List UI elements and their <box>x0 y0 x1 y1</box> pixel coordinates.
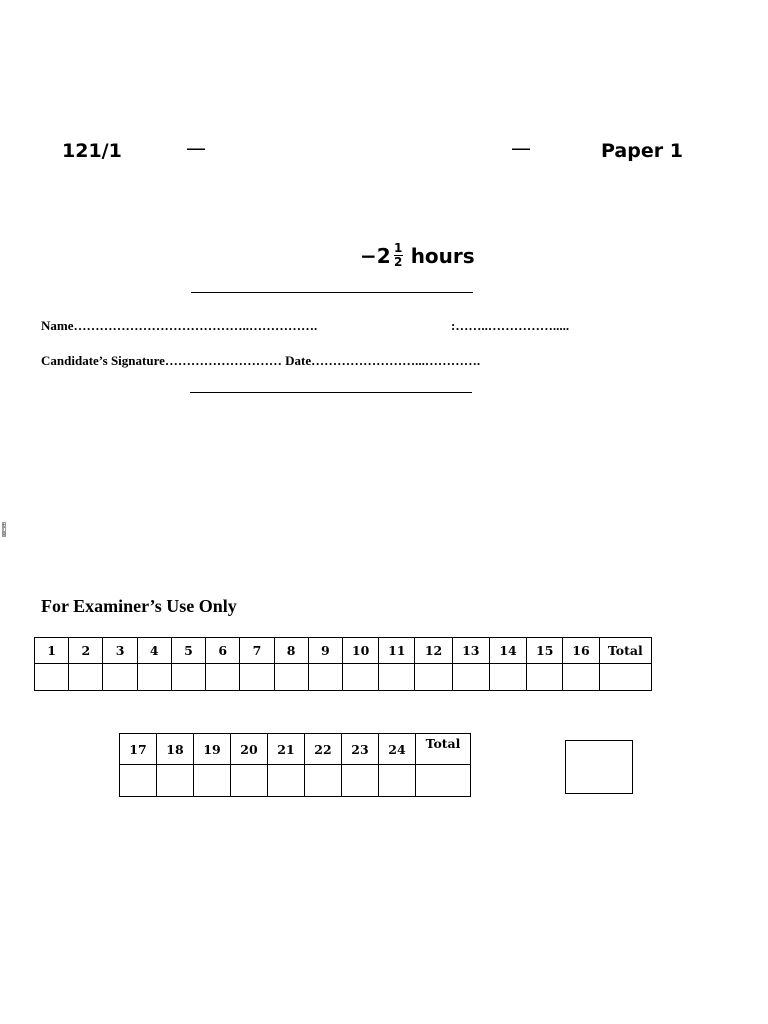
score-cell[interactable] <box>137 664 171 691</box>
score-cell[interactable] <box>415 664 452 691</box>
bottom-rule <box>190 392 472 393</box>
q6-header: 6 <box>206 638 240 664</box>
score-cell[interactable] <box>452 664 489 691</box>
index-field[interactable]: :……..……………..... <box>451 318 570 333</box>
score-cell[interactable] <box>527 664 563 691</box>
total-cell-2[interactable] <box>416 765 471 797</box>
total-header-2: Total <box>416 734 471 765</box>
q5-header: 5 <box>171 638 205 664</box>
q12-header: 12 <box>415 638 452 664</box>
paper-code: 121/1 <box>62 140 122 162</box>
q4-header: 4 <box>137 638 171 664</box>
score-cell[interactable] <box>489 664 526 691</box>
score-cell[interactable] <box>171 664 205 691</box>
top-rule <box>191 292 473 293</box>
duration-prefix: −2 <box>360 243 391 268</box>
score-cell[interactable] <box>103 664 137 691</box>
score-cell[interactable] <box>240 664 274 691</box>
score-cell[interactable] <box>194 765 231 797</box>
examiner-table-2 <box>119 733 471 797</box>
q20-header: 20 <box>231 734 268 765</box>
q22-header: 22 <box>305 734 342 765</box>
total-cell-1[interactable] <box>599 664 651 691</box>
q11-header: 11 <box>379 638 415 664</box>
total-header-1: Total <box>599 638 651 664</box>
score-cell[interactable] <box>342 765 379 797</box>
score-cell[interactable] <box>274 664 308 691</box>
fraction-denominator: 2 <box>394 255 403 269</box>
name-field[interactable]: Name…………………………………..……………. <box>41 318 318 333</box>
score-cell[interactable] <box>231 765 268 797</box>
score-cell[interactable] <box>342 664 378 691</box>
score-cell[interactable] <box>69 664 103 691</box>
examiner-title: For Examiner’s Use Only <box>41 596 237 616</box>
q17-header: 17 <box>120 734 157 765</box>
score-cell[interactable] <box>268 765 305 797</box>
paper-number: Paper 1 <box>601 140 683 162</box>
duration-unit: hours <box>410 243 475 268</box>
q21-header: 21 <box>268 734 305 765</box>
q24-header: 24 <box>379 734 416 765</box>
q7-header: 7 <box>240 638 274 664</box>
header-dash-left: — <box>186 136 206 160</box>
q19-header: 19 <box>194 734 231 765</box>
score-cell[interactable] <box>120 765 157 797</box>
score-cell[interactable] <box>157 765 194 797</box>
signature-date-field[interactable]: Candidate’s Signature……………………… Date……………………...…………. <box>41 353 481 368</box>
q14-header: 14 <box>489 638 526 664</box>
grand-total-box[interactable] <box>565 740 633 794</box>
q9-header: 9 <box>308 638 342 664</box>
q8-header: 8 <box>274 638 308 664</box>
q16-header: 16 <box>563 638 599 664</box>
score-cell[interactable] <box>379 765 416 797</box>
duration-fraction <box>394 242 403 269</box>
q1-header: 1 <box>35 638 69 664</box>
q3-header: 3 <box>103 638 137 664</box>
score-cell[interactable] <box>308 664 342 691</box>
score-cell[interactable] <box>305 765 342 797</box>
margin-mark: ⊞⊟⊠ <box>0 522 7 538</box>
score-cell[interactable] <box>379 664 415 691</box>
q2-header: 2 <box>69 638 103 664</box>
score-cell[interactable] <box>206 664 240 691</box>
header-dash-right: — <box>511 136 531 160</box>
examiner-table-1 <box>34 637 652 691</box>
score-cell[interactable] <box>563 664 599 691</box>
q23-header: 23 <box>342 734 379 765</box>
q18-header: 18 <box>157 734 194 765</box>
duration <box>360 242 475 269</box>
q10-header: 10 <box>342 638 378 664</box>
q15-header: 15 <box>527 638 563 664</box>
score-cell[interactable] <box>35 664 69 691</box>
fraction-numerator: 1 <box>394 241 403 255</box>
q13-header: 13 <box>452 638 489 664</box>
